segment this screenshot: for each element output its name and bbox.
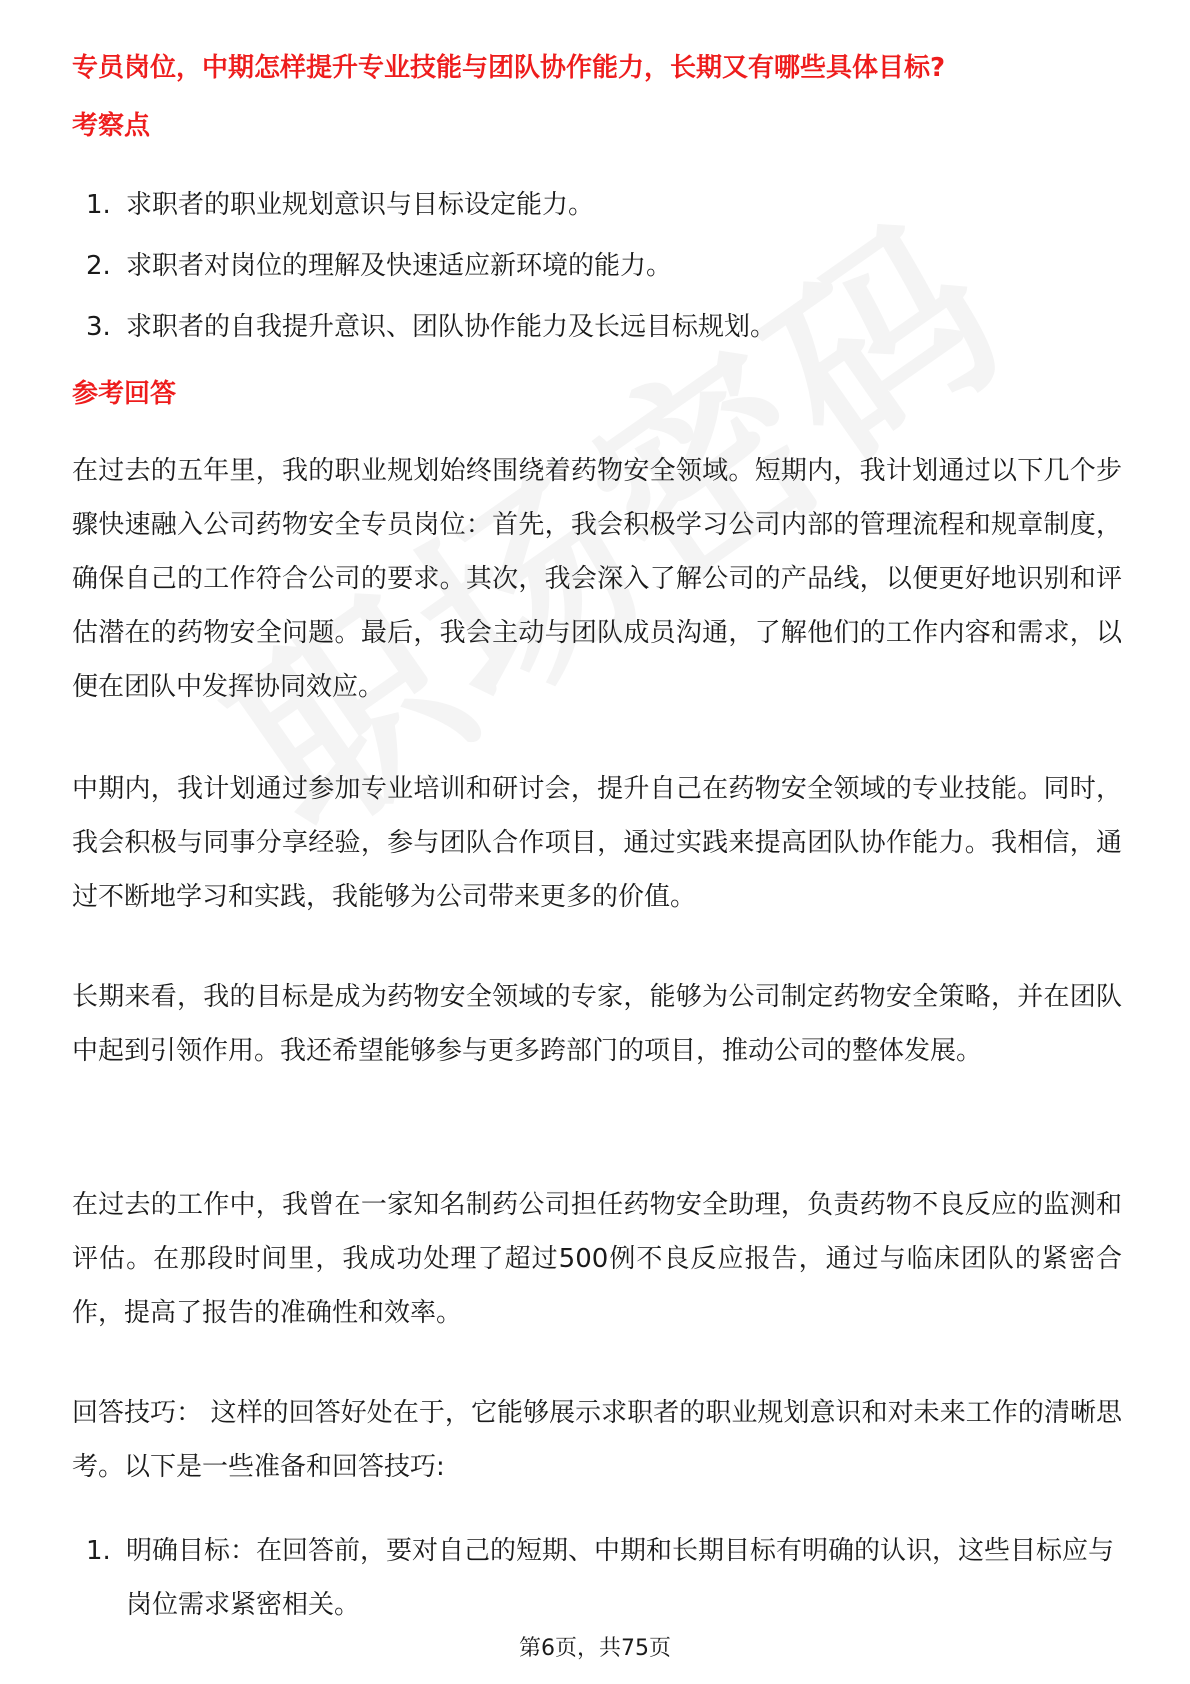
question-title: 专员岗位，中期怎样提升专业技能与团队协作能力，长期又有哪些具体目标?	[72, 53, 946, 83]
list-item-text: 求职者对岗位的理解及快速适应新环境的能力。	[126, 251, 673, 281]
answer-tips-list	[86, 1524, 1126, 1632]
section-heading-assessment-points: 考察点	[72, 111, 151, 141]
list-item-number: 2.	[86, 251, 111, 281]
list-item-text: 明确目标：在回答前，要对自己的短期、中期和长期目标有明确的认识，这些目标应与岗位需求紧密相关。	[126, 1536, 1115, 1620]
list-item-text: 求职者的职业规划意识与目标设定能力。	[126, 190, 595, 220]
list-item-text: 求职者的自我提升意识、团队协作能力及长远目标规划。	[126, 312, 777, 342]
answer-paragraph: 中期内，我计划通过参加专业培训和研讨会，提升自己在药物安全领域的专业技能。同时，我会积极与同事分享经验，参与团队合作项目，通过实践来提高团队协作能力。我相信，通过不断地学习和实践，我能够为公司带来更多的价值。	[72, 774, 1122, 912]
answer-paragraph: 长期来看，我的目标是成为药物安全领域的专家，能够为公司制定药物安全策略，并在团队中起到引领作用。我还希望能够参与更多跨部门的项目，推动公司的整体发展。	[72, 982, 1122, 1066]
assessment-points-list	[86, 187, 1126, 370]
list-item	[86, 187, 1126, 223]
list-item	[86, 309, 1126, 345]
list-item-number: 3.	[86, 312, 111, 342]
answer-tips-intro: 回答技巧： 这样的回答好处在于，它能够展示求职者的职业规划意识和对未来工作的清晰思考。以下是一些准备和回答技巧:	[72, 1398, 1122, 1482]
list-item	[86, 248, 1126, 284]
list-item-number: 1.	[86, 190, 111, 220]
answer-paragraph: 在过去的工作中，我曾在一家知名制药公司担任药物安全助理，负责药物不良反应的监测和评估。在那段时间里，我成功处理了超过500例不良反应报告，通过与临床团队的紧密合作，提高了报告的准确性和效率。	[72, 1190, 1122, 1328]
list-item	[86, 1524, 1126, 1632]
answer-paragraph: 在过去的五年里，我的职业规划始终围绕着药物安全领域。短期内，我计划通过以下几个步骤快速融入公司药物安全专员岗位：首先，我会积极学习公司内部的管理流程和规章制度，确保自己的工作符合公司的要求。其次，我会深入了解公司的产品线，以便更好地识别和评估潜在的药物安全问题。最后，我会主动与团队成员沟通，了解他们的工作内容和需求，以便在团队中发挥协同效应。	[72, 456, 1122, 702]
page-footer: 第6页，共75页	[519, 1636, 671, 1661]
list-item-number: 1.	[86, 1536, 111, 1566]
section-heading-reference-answer: 参考回答	[72, 379, 177, 409]
